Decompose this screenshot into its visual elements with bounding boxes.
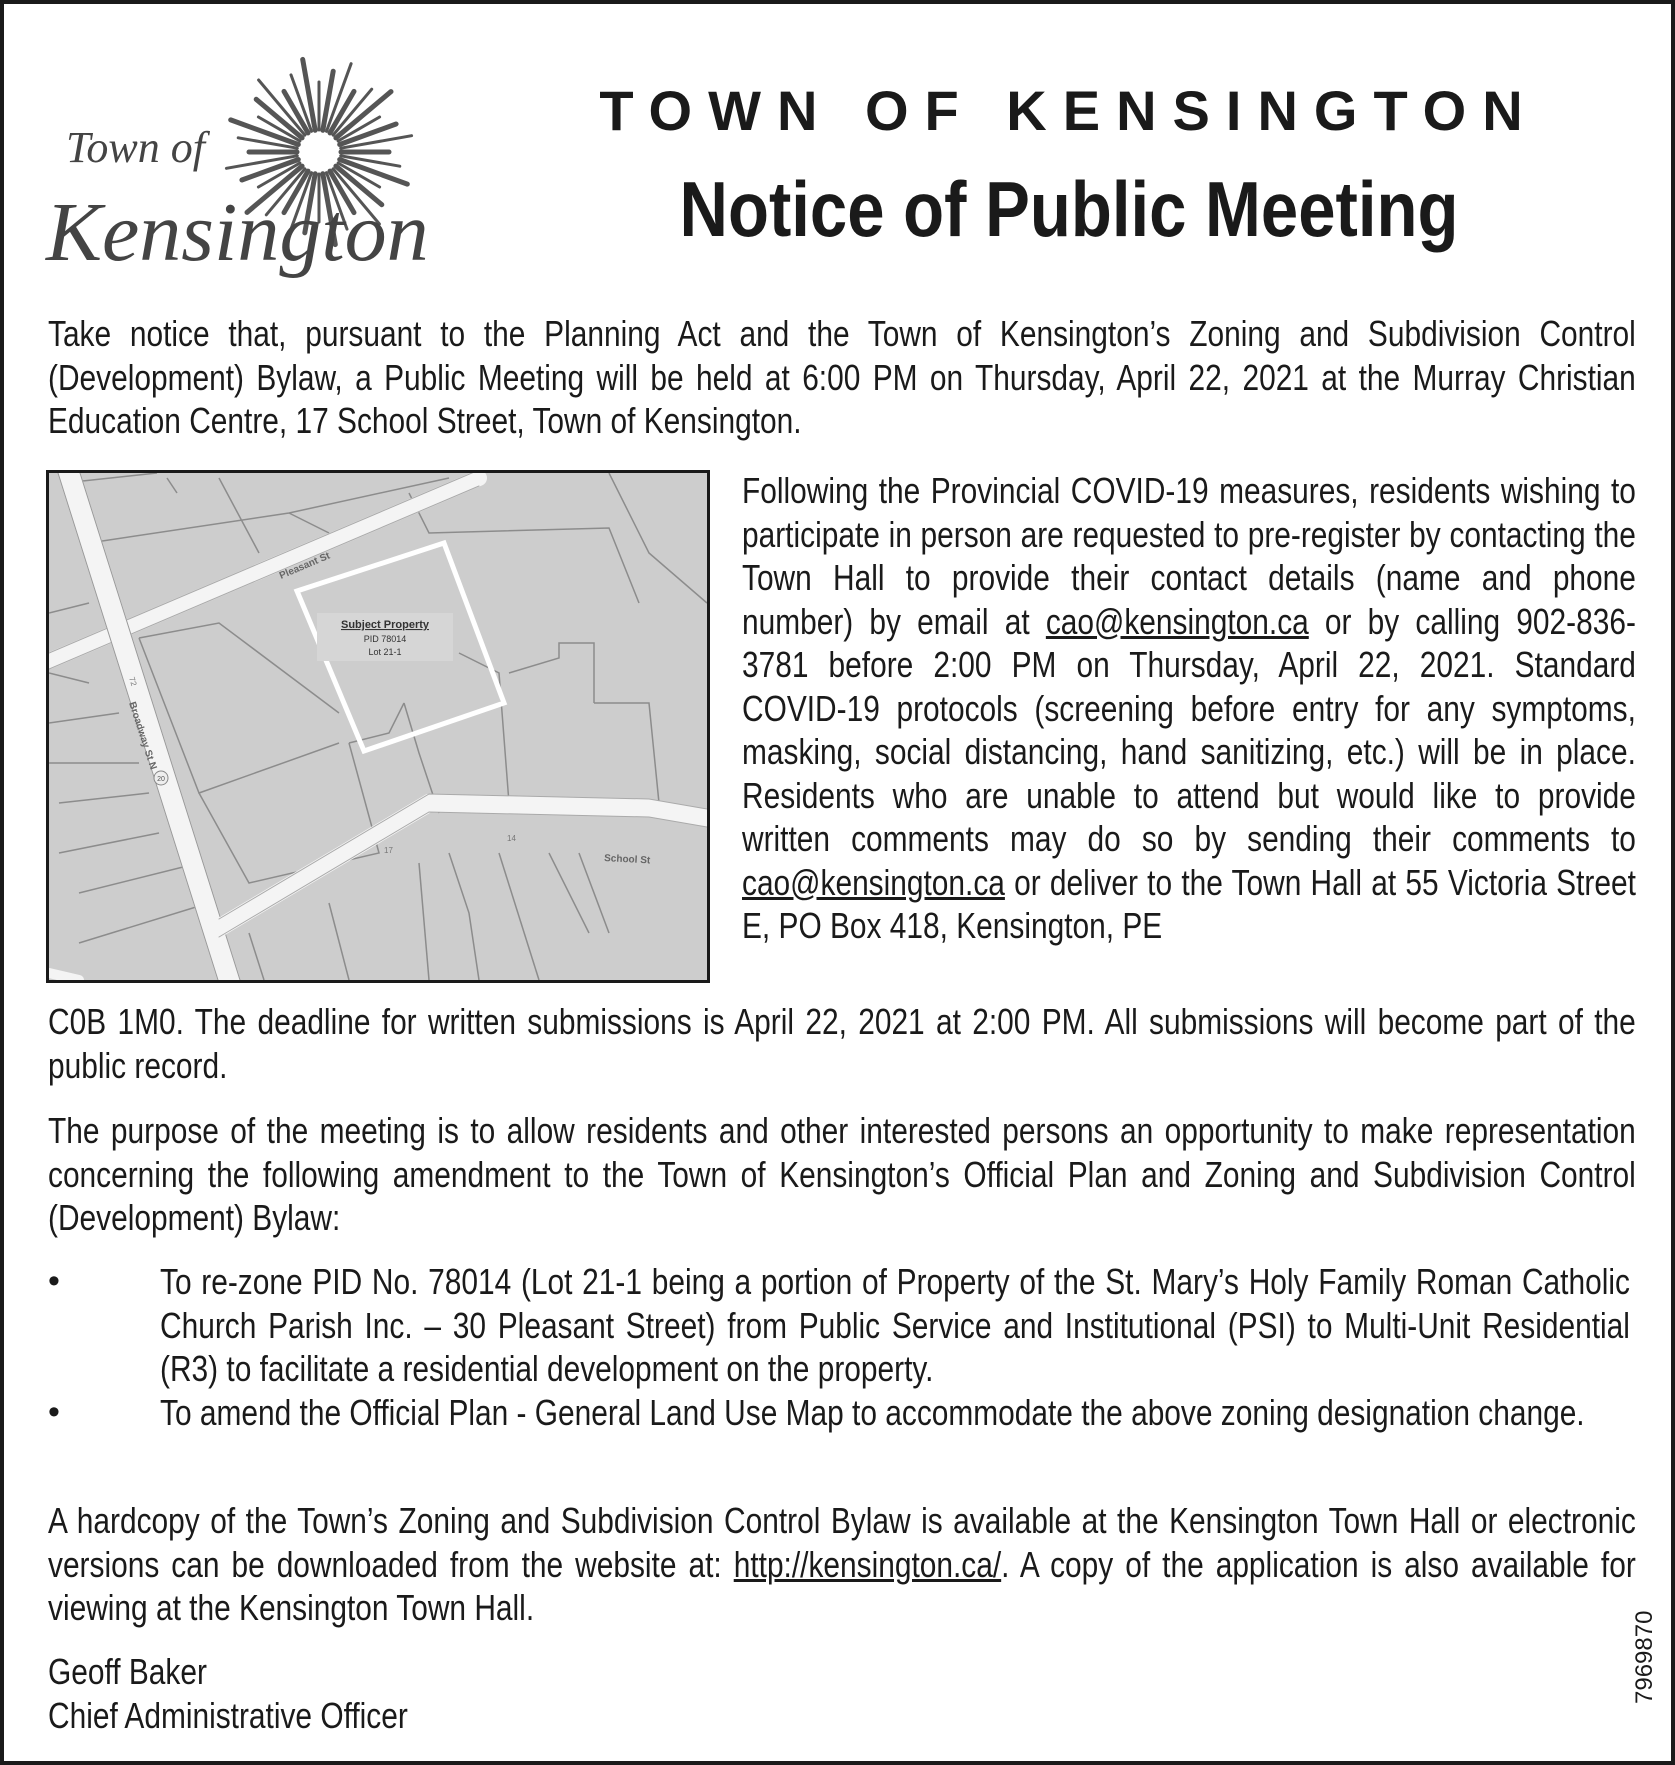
notice-title: Notice of Public Meeting [679, 165, 1459, 253]
starburst-ray [303, 59, 316, 130]
purpose-paragraph: The purpose of the meeting is to allow residents and other interested persons an opportunity to make representation concerning the following amendment to the Town of Kensington’s Official Plan and Zoning and Subdivision Control (Development) Bylaw: [48, 1110, 1636, 1238]
civic-number-17: 17 [384, 846, 393, 855]
covid-text-2: or by calling 902-836-3781 before 2:00 PM on Thursday, April 22, 2021. Standard COVID-19 protocols (screening before entry for any symptoms, masking, social distancing, hand sanitizing, etc.) will be in place. Residents who are unable to attend but would like to provide written comments may do so by sending their comments to [742, 600, 1636, 859]
covid-text-1: Following the Provincial COVID-19 measures, residents wishing to participate in person are requested to pre-register by contacting the Town Hall to provide their contact details (name and phone number) by email at [742, 470, 1636, 642]
email-link-2[interactable]: cao@kensington.ca [742, 861, 1005, 903]
hardcopy-paragraph [48, 1499, 1636, 1630]
website-link[interactable]: http://kensington.ca/ [733, 1543, 1002, 1585]
subject-pid: PID 78014 [363, 634, 407, 644]
street-label-school: School St [603, 853, 651, 867]
ad-number: 7969870 [1631, 1610, 1658, 1704]
town-heading: TOWN OF KENSINGTON [599, 79, 1539, 142]
subject-lot: Lot 21-1 [368, 647, 402, 657]
street-label-broadway: Broadway St N [126, 700, 159, 772]
bullet-text: To amend the Official Plan - General Land Use Map to accommodate the above zoning designation change. [160, 1392, 1585, 1433]
bullet-text: To re-zone PID No. 78014 (Lot 21-1 being a portion of Property of the St. Mary’s Holy Family Roman Catholic Church Parish Inc. – 30 Pleasant Street) from Public Service and Institutional (PSI) to Multi-Unit Residential (R3) to facilitate a residential development on the property. [160, 1261, 1630, 1389]
signature-block [48, 1650, 482, 1738]
covid-paragraph-continued: C0B 1M0. The deadline for written submissions is April 22, 2021 at 2:00 PM. All submissions will become part of the public record. [48, 1001, 1636, 1086]
bullet-icon: • [48, 1393, 60, 1431]
logo-line-1: Town of [66, 123, 206, 172]
bullet-icon: • [48, 1262, 60, 1300]
signer-title: Chief Administrative Officer [48, 1695, 408, 1736]
logo-line-2: Kensington [46, 186, 429, 279]
hardcopy-text-1: A hardcopy of the Town’s Zoning and Subdivision Control Bylaw is available at the Kensington Town Hall or electronic versions can be downloaded from the website at: [48, 1500, 1636, 1585]
route-number: 20 [157, 776, 165, 783]
signer-name: Geoff Baker [48, 1651, 207, 1692]
subject-property-label: Subject Property [340, 619, 430, 631]
covid-text-3: or deliver to the Town Hall at 55 Victoria Street E, PO Box 418, Kensington, PE [742, 861, 1636, 946]
hardcopy-text-2: . A copy of the application is also available for viewing at the Kensington Town Hall. [48, 1543, 1636, 1628]
kensington-logo [44, 32, 464, 292]
email-link-1[interactable]: cao@kensington.ca [1045, 600, 1309, 642]
covid-paragraph [742, 469, 1636, 948]
intro-paragraph: Take notice that, pursuant to the Planning Act and the Town of Kensington’s Zoning and Subdivision Control (Development) Bylaw, a Public Meeting will be held at 6:00 PM on Thursday, April 22, 2021 at the Murray Christian Education Centre, 17 School Street, Town of Kensington. [48, 313, 1636, 441]
site-map [46, 470, 710, 983]
street-label-pleasant: Pleasant St [277, 550, 332, 582]
civic-number-14: 14 [507, 834, 516, 843]
civic-number-72: 72 [127, 675, 139, 688]
